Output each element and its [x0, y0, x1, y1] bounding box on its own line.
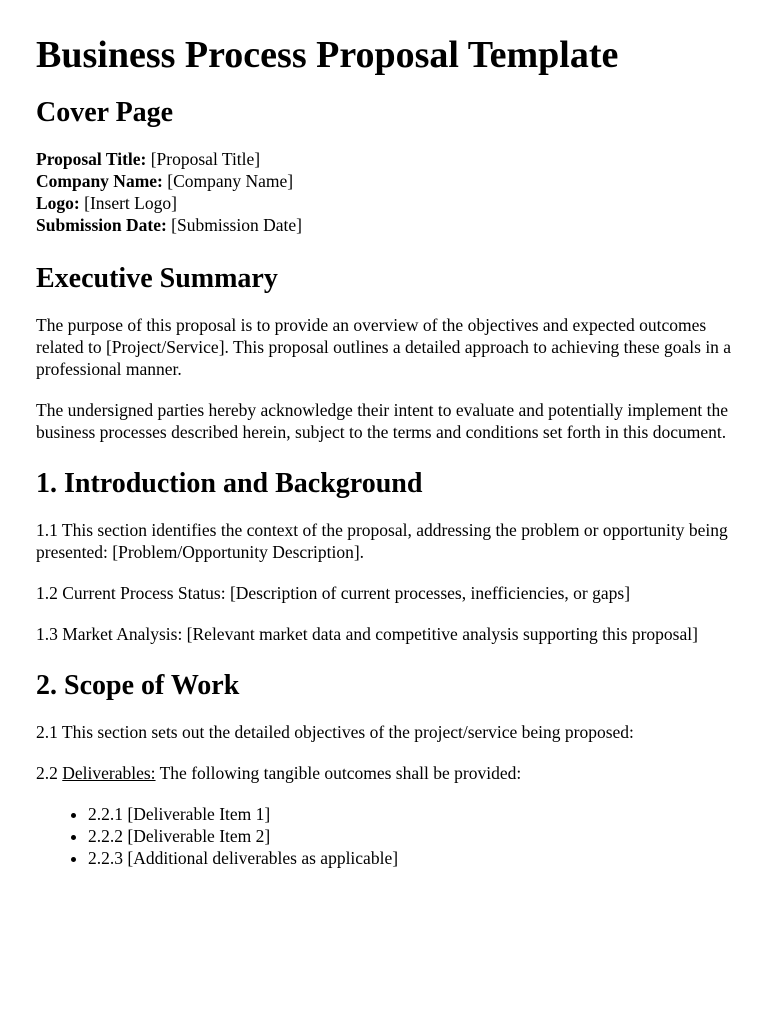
scope-of-work-heading: 2. Scope of Work — [36, 670, 240, 701]
executive-summary-paragraph-2: The undersigned parties hereby acknowledge their intent to evaluate and potentially implement the business processes described herein, subject to the terms and conditions set forth in this document. — [36, 400, 728, 442]
submission-date-field — [36, 214, 734, 236]
deliverables-list — [36, 803, 734, 869]
company-name-field — [36, 170, 734, 192]
deliverables-label: Deliverables: — [62, 763, 156, 783]
deliverables-paragraph — [36, 762, 734, 784]
field-label: Logo: — [36, 193, 80, 213]
field-value: [Submission Date] — [171, 215, 302, 235]
field-value: [Company Name] — [167, 171, 294, 191]
field-label: Proposal Title: — [36, 149, 147, 169]
field-label: Submission Date: — [36, 215, 167, 235]
introduction-paragraph-3: 1.3 Market Analysis: [Relevant market data and competitive analysis supporting this proposal] — [36, 624, 698, 644]
logo-field — [36, 192, 734, 214]
deliverable-item: • 2.2.3 [Additional deliverables as applicable] — [88, 847, 734, 869]
introduction-paragraph-2: 1.2 Current Process Status: [Description of current processes, inefficiencies, or gaps] — [36, 583, 631, 603]
executive-summary-heading: Executive Summary — [36, 263, 278, 294]
deliverable-item: • 2.2.1 [Deliverable Item 1] — [88, 803, 734, 825]
field-value: [Insert Logo] — [84, 193, 177, 213]
proposal-title-field — [36, 148, 734, 170]
field-label: Company Name: — [36, 171, 163, 191]
deliverables-prefix: 2.2 — [36, 763, 63, 783]
document-title: Business Process Proposal Template — [36, 34, 619, 76]
scope-paragraph-1: 2.1 This section sets out the detailed objectives of the project/service being proposed: — [36, 722, 634, 742]
cover-page-heading: Cover Page — [36, 97, 174, 128]
introduction-heading: 1. Introduction and Background — [36, 468, 423, 499]
executive-summary-paragraph-1: The purpose of this proposal is to provide an overview of the objectives and expected outcomes related to [Project/Service]. This proposal outlines a detailed approach to achieving these goals in a professional manner. — [36, 315, 732, 379]
deliverables-intro: The following tangible outcomes shall be provided: — [155, 763, 522, 783]
field-value: [Proposal Title] — [150, 149, 261, 169]
deliverable-item: • 2.2.2 [Deliverable Item 2] — [88, 825, 734, 847]
introduction-paragraph-1: 1.1 This section identifies the context of the proposal, addressing the problem or opportunity being presented: [Problem/Opportunity Description]. — [36, 520, 728, 562]
cover-fields — [36, 148, 734, 236]
